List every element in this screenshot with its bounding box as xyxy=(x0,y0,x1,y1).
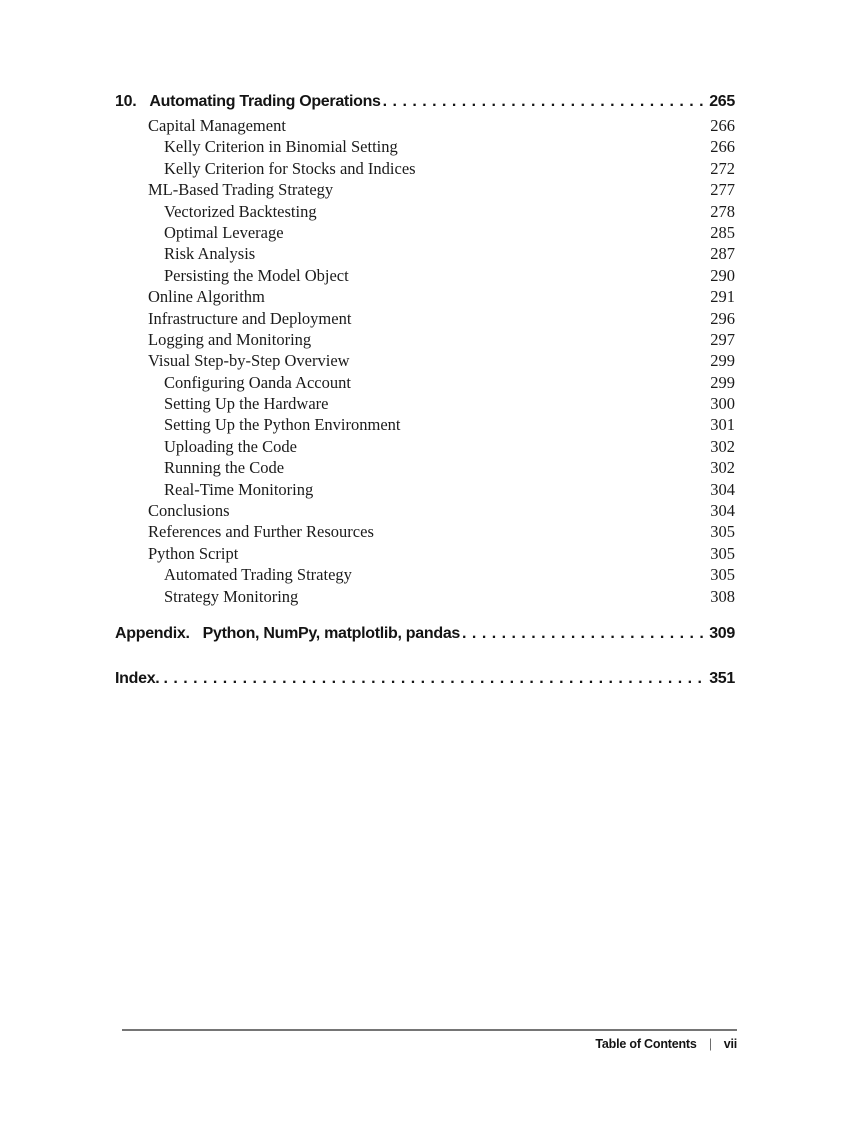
toc-entry-label: Logging and Monitoring xyxy=(148,329,312,349)
toc-entry-page: 301 xyxy=(710,415,735,435)
toc-entry-label: Optimal Leverage xyxy=(164,222,284,242)
toc-entry-page: 308 xyxy=(710,586,735,606)
toc-entry-label: Persisting the Model Object xyxy=(164,265,349,285)
toc-entry xyxy=(115,158,735,179)
toc-entry-label: Configuring Oanda Account xyxy=(164,372,351,392)
toc-entry-page: 297 xyxy=(710,329,735,349)
toc-entry-page: 285 xyxy=(710,222,735,242)
toc-entry xyxy=(115,222,735,243)
toc-entry-label: Kelly Criterion for Stocks and Indices xyxy=(164,158,416,178)
appendix-number: Appendix. xyxy=(115,624,190,642)
toc-entry-page: 299 xyxy=(710,372,735,392)
chapter-heading xyxy=(115,90,735,113)
toc-entry-label: Visual Step-by-Step Overview xyxy=(148,351,350,371)
index-block xyxy=(115,667,735,690)
appendix-heading xyxy=(115,622,735,645)
toc-entry-label: Kelly Criterion in Binomial Setting xyxy=(164,137,398,157)
toc-entry-page: 266 xyxy=(710,116,735,135)
chapter-page-number: 265 xyxy=(709,93,735,110)
toc-entry-page: 266 xyxy=(710,137,735,157)
footer-separator: | xyxy=(709,1037,712,1051)
toc-entry-page: 291 xyxy=(710,287,735,307)
toc-entry xyxy=(115,136,735,157)
page-footer xyxy=(122,1029,737,1051)
toc-entry-page: 302 xyxy=(710,436,735,456)
toc-entry-label: Infrastructure and Deployment xyxy=(148,308,352,328)
toc-entry xyxy=(115,329,735,350)
chapter-10-block xyxy=(115,90,735,607)
toc-entry xyxy=(115,115,735,136)
toc-entry-label: References and Further Resources xyxy=(148,522,374,542)
toc-entry xyxy=(115,543,735,564)
toc-entry xyxy=(115,586,735,607)
toc-entry-page: 305 xyxy=(710,565,735,585)
toc-entry xyxy=(115,201,735,222)
toc-entry-page: 304 xyxy=(710,479,735,499)
toc-entry-page: 302 xyxy=(710,458,735,478)
chapter-number: 10. xyxy=(115,93,137,110)
toc-entry xyxy=(115,243,735,264)
toc-entry xyxy=(115,393,735,414)
toc-entry-label: Vectorized Backtesting xyxy=(164,201,317,221)
toc-entry xyxy=(115,308,735,329)
index-heading xyxy=(115,667,735,690)
dot-leader xyxy=(383,90,705,113)
toc-entry xyxy=(115,500,735,521)
toc-entry xyxy=(115,286,735,307)
toc-entry xyxy=(115,179,735,200)
toc-entry-label: Setting Up the Python Environment xyxy=(164,415,401,435)
toc-entry-page: 272 xyxy=(710,158,735,178)
footer-page-number: vii xyxy=(723,1037,737,1051)
toc-entry-label: ML-Based Trading Strategy xyxy=(148,180,334,200)
toc-entry-label: Setting Up the Hardware xyxy=(164,394,329,414)
appendix-page-number: 309 xyxy=(709,624,735,642)
toc-entry-label: Strategy Monitoring xyxy=(164,586,299,606)
toc-entry-label: Online Algorithm xyxy=(148,287,265,307)
toc-entry-label: Running the Code xyxy=(164,458,285,478)
toc-entry-label: Uploading the Code xyxy=(164,436,297,456)
toc-entry-label: Python Script xyxy=(148,543,239,563)
dot-leader xyxy=(163,667,704,690)
toc-entry-page: 299 xyxy=(710,351,735,371)
toc-entry-page: 305 xyxy=(710,522,735,542)
toc-entry xyxy=(115,479,735,500)
chapter-title: Automating Trading Operations xyxy=(149,93,381,110)
toc-entry-page: 290 xyxy=(710,265,735,285)
toc-entry-page: 278 xyxy=(710,201,735,221)
toc-entry-list xyxy=(115,115,735,607)
index-page-number: 351 xyxy=(709,669,735,687)
toc-entry xyxy=(115,414,735,435)
index-number: Index. xyxy=(115,669,160,687)
toc-entry-label: Capital Management xyxy=(148,116,286,135)
toc-entry-label: Automated Trading Strategy xyxy=(164,565,352,585)
toc-entry xyxy=(115,457,735,478)
toc-entry-label: Conclusions xyxy=(148,501,230,521)
footer-section-label: Table of Contents xyxy=(595,1037,697,1051)
toc-entry-page: 304 xyxy=(710,501,735,521)
table-of-contents xyxy=(115,90,735,690)
appendix-title: Python, NumPy, matplotlib, pandas xyxy=(202,624,461,642)
toc-entry xyxy=(115,436,735,457)
toc-entry xyxy=(115,372,735,393)
toc-entry-page: 305 xyxy=(710,543,735,563)
toc-entry xyxy=(115,521,735,542)
toc-entry xyxy=(115,350,735,371)
dot-leader xyxy=(462,622,704,645)
toc-entry-page: 277 xyxy=(710,180,735,200)
toc-entry xyxy=(115,265,735,286)
toc-entry-page: 287 xyxy=(710,244,735,264)
toc-entry-page: 296 xyxy=(710,308,735,328)
toc-entry-page: 300 xyxy=(710,394,735,414)
toc-entry-label: Real-Time Monitoring xyxy=(164,479,314,499)
appendix-block xyxy=(115,622,735,645)
toc-entry xyxy=(115,564,735,585)
toc-entry-label: Risk Analysis xyxy=(164,244,256,264)
